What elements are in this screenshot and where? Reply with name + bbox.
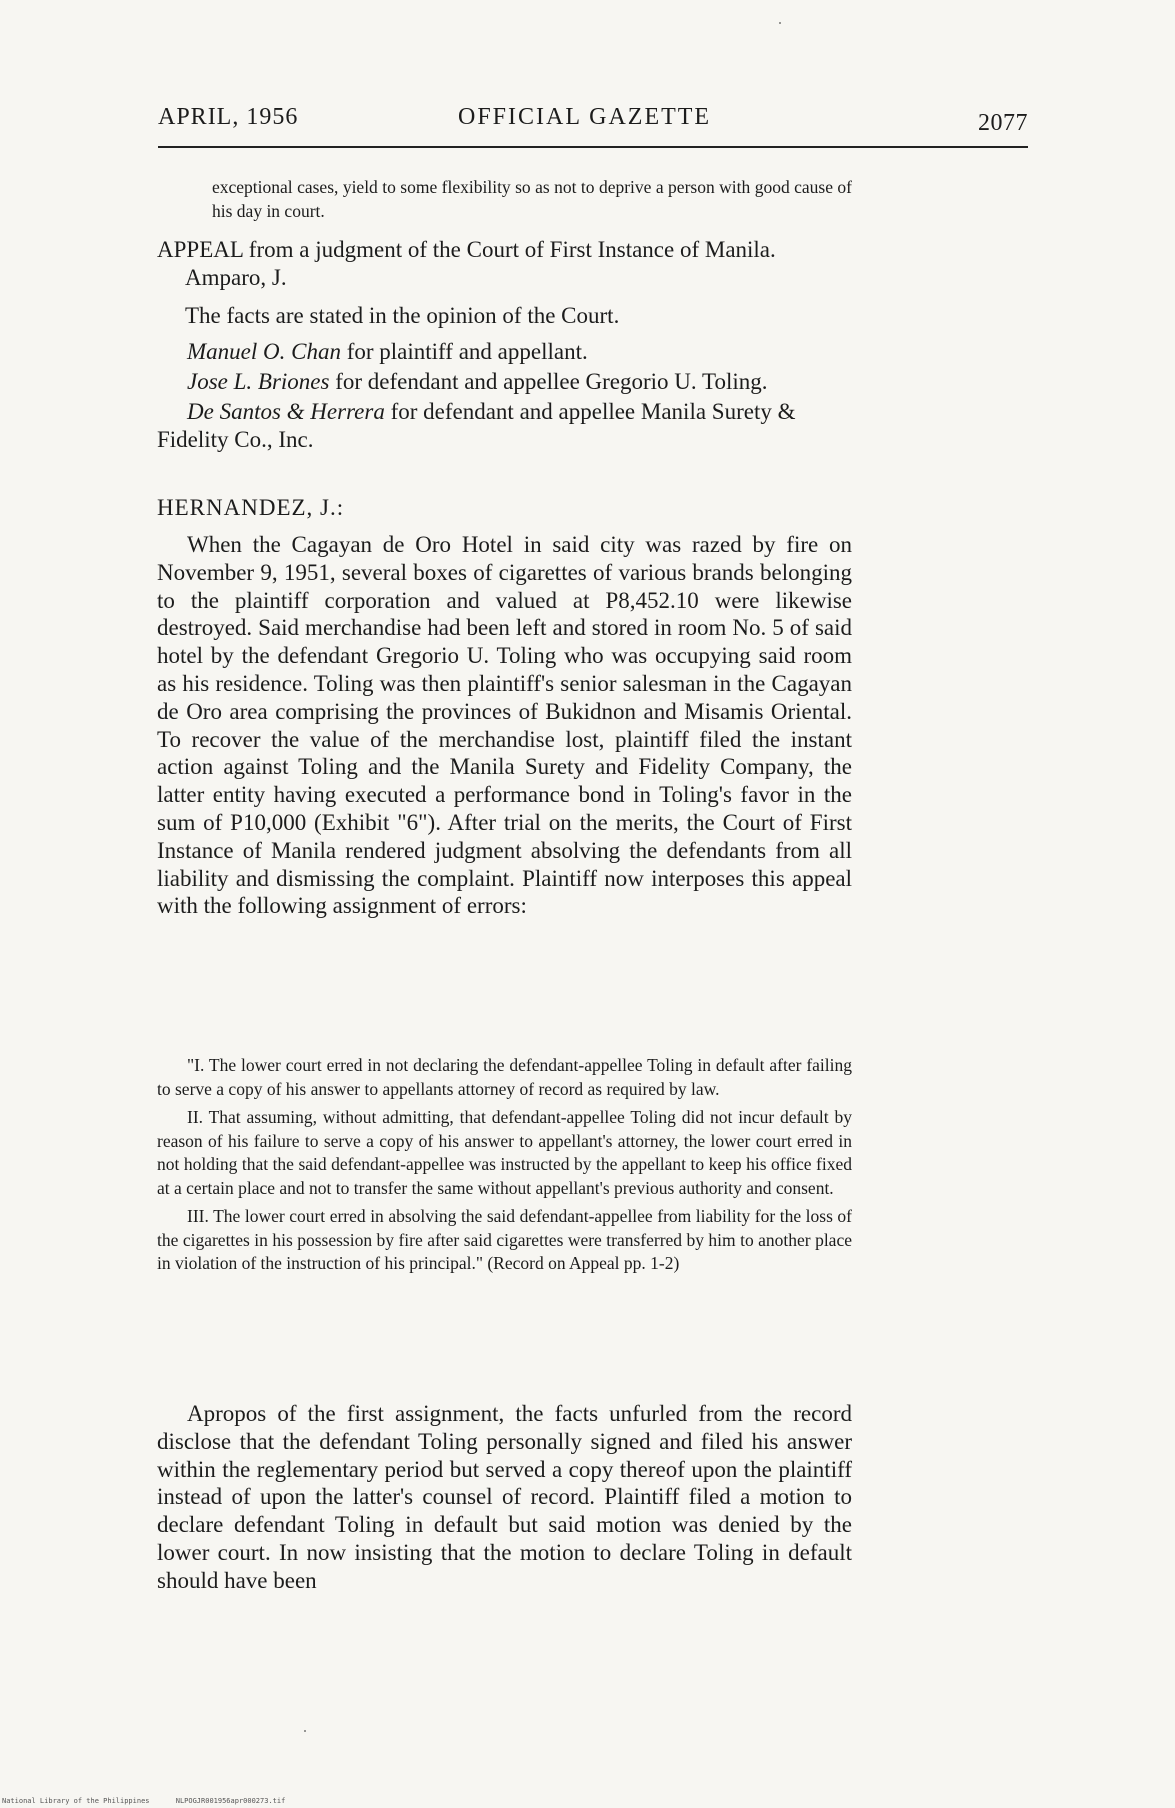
counsel-entry [157,398,852,454]
appeal-line: APPEAL from a judgment of the Court of First Instance of Manila. Amparo, J. [157,237,776,290]
scan-footer [2,1797,307,1805]
counsel-entry [157,338,852,366]
counsel-name: Manuel O. Chan [187,339,341,364]
continuation-text: exceptional cases, yield to some flexibility so as not to deprive a person with good cause of his day in court. [212,177,852,221]
counsel-list [157,338,852,454]
assignment-of-errors [157,1054,852,1276]
counsel-name: Jose L. Briones [187,369,330,394]
counsel-name: De Santos & Herrera [187,399,385,424]
issue-date: APRIL, 1956 [158,104,299,130]
counsel-role: for defendant and appellee Manila Surety & Fidelity Co., Inc. [157,399,796,452]
error-item: III. The lower court erred in absolving the said defendant-appellee from liability for the loss of the cigarettes in his possession by fire after said cigarettes were transferred by him to another place in violation of the instruction of his principal." (Record on Appeal pp. 1-2) [157,1206,852,1273]
opinion-paragraph-2: Apropos of the first assignment, the facts unfurled from the record disclose that the defendant Toling personally signed and filed his answer within the reglementary period but served a copy thereof upon the plaintiff instead of upon the latter's counsel of record. Plaintiff filed a motion to declare defendant Toling in default but said motion was denied by the lower court. In now insisting that the motion to declare Toling in default should have been [157,1401,852,1593]
counsel-role: for plaintiff and appellant. [340,339,588,364]
counsel-role: for defendant and appellee Gregorio U. Toling. [329,369,768,394]
footer-library: National Library of the Philippines [2,1797,150,1805]
counsel-entry [157,368,852,396]
scan-speck [779,22,781,24]
header-rule [158,146,1028,148]
footer-file: NLPOGJR001956apr000273.tif [175,1797,286,1805]
scan-speck [304,1730,306,1732]
publication-title: OFFICIAL GAZETTE [458,104,712,130]
error-item: II. That assuming, without admitting, that defendant-appellee Toling did not incur default by reason of his failure to serve a copy of his answer to appellant's attorney, the lower court erred in not holding that the said defendant-appellee was instructed by the appellant to keep his office fixed at a certain place and not to transfer the same without appellant's previous authority and consent. [157,1107,852,1198]
facts-statement: The facts are stated in the opinion of the Court. [185,303,620,328]
page-number: 2077 [978,110,1028,136]
opinion-paragraph-1: When the Cagayan de Oro Hotel in said city was razed by fire on November 9, 1951, several boxes of cigarettes of various brands belonging to the plaintiff corporation and valued at P8,452.10 were likewise destroyed. Said merchandise had been left and stored in room No. 5 of said hotel by the defendant Gregorio U. Toling who was occupying said room as his residence. Toling was then plaintiff's senior salesman in the Cagayan de Oro area comprising the provinces of Bukidnon and Misamis Oriental. To recover the value of the merchandise lost, plaintiff filed the instant action against Toling and the Manila Surety and Fidelity Company, the latter entity having executed a performance bond in Toling's favor in the sum of P10,000 (Exhibit "6"). After trial on the merits, the Court of First Instance of Manila rendered judgment absolving the defendants from all liability and dismissing the complaint. Plaintiff now interposes this appeal with the following assignment of errors: [157,532,852,919]
judge-name: HERNANDEZ, J.: [157,495,345,520]
page-header [158,104,1028,140]
error-item: "I. The lower court erred in not declaring the defendant-appellee Toling in default after failing to serve a copy of his answer to appellants attorney of record as required by law. [157,1055,852,1099]
